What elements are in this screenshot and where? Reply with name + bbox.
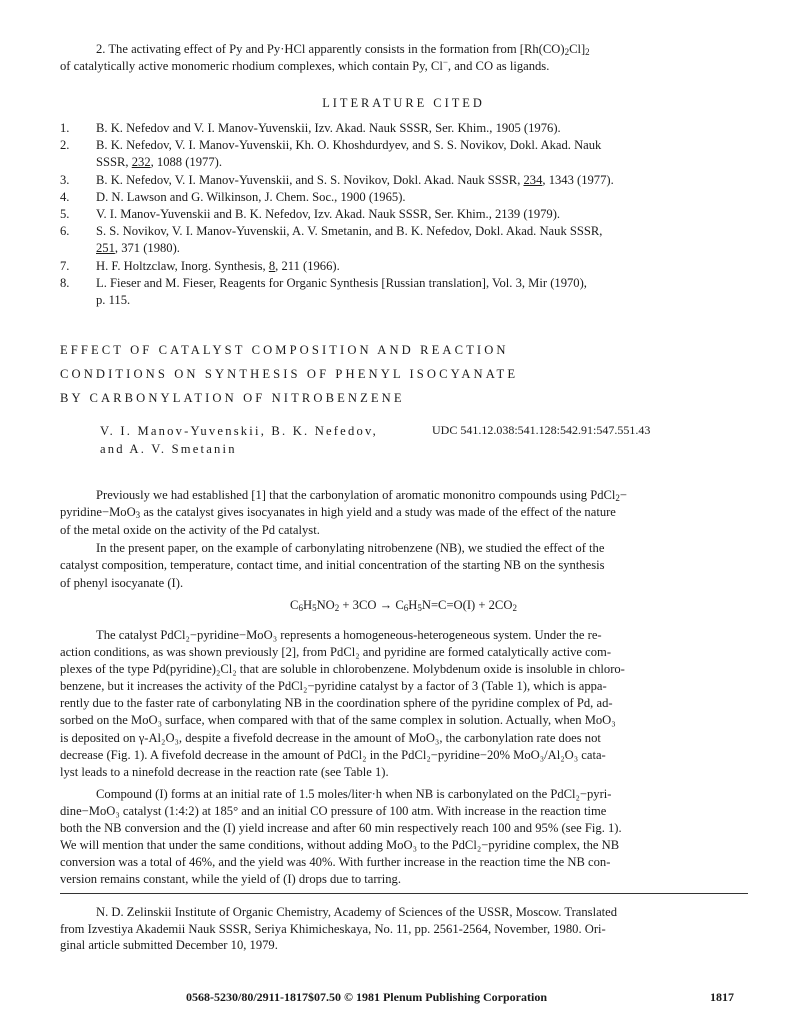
reference-item	[60, 223, 745, 257]
reference-item	[60, 137, 745, 171]
authors	[100, 422, 378, 458]
reference-list	[60, 120, 745, 309]
reaction-equation	[0, 598, 807, 613]
reference-item	[60, 258, 745, 275]
reference-text	[96, 172, 745, 189]
eq-sub: 5	[312, 603, 317, 613]
copyright-line: 0568-5230/80/2911-1817$07.50 © 1981 Plenum Publishing Corporation	[186, 990, 547, 1004]
intro-text-4: , and CO as ligands.	[447, 59, 550, 74]
reference-volume: 251	[96, 241, 115, 256]
reference-number: 3.	[60, 172, 70, 187]
paragraph-3	[60, 627, 748, 781]
paragraph-text: Previously we had established [1] that the carbonylation of aromatic mononitro compounds using PdCl	[96, 488, 616, 502]
reference-number: 7.	[60, 258, 70, 273]
paragraph-text: catalyst composition, temperature, contact time, and initial concentration of the starting NB on the synthesis	[60, 558, 605, 573]
reference-text: V. I. Manov-Yuvenskii and B. K. Nefedov, Izv. Akad. Nauk SSSR, Ser. Khim., 2139 (1979).	[96, 207, 561, 222]
paragraph-line: The catalyst PdCl₂−pyridine−MoO₃ represents a homogeneous-heterogeneous system. Under the re-	[96, 628, 602, 642]
paragraph-text: of phenyl isocyanate (I).	[60, 575, 184, 590]
paragraph-line: version remains constant, while the yield of (I) drops due to tarring.	[60, 872, 401, 887]
eq-part: H	[302, 598, 313, 612]
reference-item	[60, 275, 745, 309]
reference-text-part: B. K. Nefedov, V. I. Manov-Yuvenskii, and S. S. Novikov, Dokl. Akad. Nauk SSSR,	[96, 172, 524, 187]
intro-sub-1: 2	[564, 47, 570, 57]
paragraph-line: lyst leads to a ninefold decrease in the reaction rate (see Table 1).	[60, 764, 389, 779]
reference-text-part: , 371 (1980).	[114, 241, 180, 256]
paragraph-text: pyridine−MoO	[60, 505, 136, 520]
reference-volume: 232	[131, 155, 151, 170]
intro-text-3: of catalytically active monomeric rhodium complexes, which contain Py, Cl	[60, 59, 443, 74]
reference-text-part: , 1088 (1977).	[150, 155, 222, 170]
eq-sub: 6	[403, 603, 409, 613]
paragraph-line: Compound (I) forms at an initial rate of 1.5 moles/liter·h when NB is carbonylated on the PdCl₂−pyri-	[96, 787, 612, 801]
author-line-2: and A. V. Smetanin	[100, 442, 237, 456]
intro-text-2: Cl]	[569, 42, 586, 56]
reference-text-part: H. F. Holtzclaw, Inorg. Synthesis,	[96, 258, 269, 273]
affiliation-footnote	[60, 904, 748, 954]
reference-number: 1.	[60, 121, 70, 135]
paragraph-line: benzene, but it increases the activity of the PdCl₂−pyridine catalyst by a factor of 3 (Table 1), which is appa-	[60, 679, 607, 694]
eq-part: H	[408, 598, 418, 612]
article-title-line-3: BY CARBONYLATION OF NITROBENZENE	[60, 391, 405, 405]
reference-item	[60, 120, 745, 137]
reference-text: D. N. Lawson and G. Wilkinson, J. Chem. Soc., 1900 (1965).	[96, 189, 406, 204]
intro-sub-2: 2	[585, 47, 590, 57]
article-title-line-1: EFFECT OF CATALYST COMPOSITION AND REACTION	[60, 343, 509, 357]
paragraph-2	[60, 540, 748, 592]
eq-part: C	[290, 598, 299, 612]
affiliation-line: N. D. Zelinskii Institute of Organic Chemistry, Academy of Sciences of the USSR, Moscow. Translated	[96, 905, 618, 919]
reference-volume: 234	[523, 172, 543, 187]
udc-code: UDC 541.12.038:541.128:542.91:547.551.43	[432, 423, 651, 437]
paragraph-text: as the catalyst gives isocyanates in high yield and a study was made of the effect of the nature	[140, 505, 616, 520]
literature-heading: LITERATURE CITED	[322, 96, 485, 110]
paragraph-line: action conditions, as was shown previously [2], from PdCl₂ and pyridine are formed catalytically active com-	[60, 645, 612, 660]
paragraph-line: both the NB conversion and the (I) yield increase and after 60 min respectively reach 100 and 95% (see Fig. 1).	[60, 821, 622, 836]
reference-text-part: p. 115.	[96, 293, 131, 308]
article-title-line-2: CONDITIONS ON SYNTHESIS OF PHENYL ISOCYANATE	[60, 367, 519, 381]
reference-number: 8.	[60, 275, 70, 290]
eq-sub: 5	[417, 603, 422, 613]
reference-text	[96, 275, 745, 309]
author-line-1: V. I. Manov-Yuvenskii, B. K. Nefedov,	[100, 424, 378, 438]
paragraph-line: We will mention that under the same conditions, without adding MoO₃ to the PdCl₂−pyridine complex, the NB	[60, 838, 620, 853]
reference-item	[60, 189, 745, 206]
eq-sub: 6	[298, 603, 303, 613]
paragraph-text: of the metal oxide on the activity of the Pd catalyst.	[60, 522, 320, 537]
subscript: 3	[135, 510, 141, 521]
paragraph-4	[60, 786, 748, 889]
paragraph-1: Previously we had established [1] that the carbonylation of aromatic mononitro compounds using PdCl$_2$− pyridine−MoO$_3$ as the catalyst gives isocyanates in high yield and a study was made of the effect of the nature of the metal oxide on the activity of the Pd catalyst.	[60, 487, 748, 539]
reference-text	[96, 137, 745, 171]
paragraph-line: decrease (Fig. 1). A fivefold decrease in the amount of PdCl₂ in the PdCl₂−pyridine−20% MoO₃/Al₂O₃ cata-	[60, 747, 606, 762]
eq-part: + 3CO → C	[339, 598, 404, 612]
paragraph-line: plexes of the type Pd(pyridine)₂Cl₂ that are soluble in chlorobenzene. Molybdenum oxide is insoluble in chloro-	[60, 662, 625, 677]
affiliation-line: from Izvestiya Akademii Nauk SSSR, Seriya Khimicheskaya, No. 11, pp. 2561-2564, November, 1980. Ori-	[60, 921, 606, 936]
eq-sub: 2	[334, 603, 340, 613]
reference-volume: 8	[268, 258, 276, 273]
paragraph-line: dine−MoO₃ catalyst (1:4:2) at 185° and an initial CO pressure of 100 atm. With increase in the reaction time	[60, 804, 607, 819]
affiliation-line: ginal article submitted December 10, 1979.	[60, 938, 278, 953]
subscript: 2	[615, 493, 620, 503]
reference-text-part: SSSR,	[96, 155, 132, 170]
reference-text-part: L. Fieser and M. Fieser, Reagents for Organic Synthesis [Russian translation], Vol. 3, Mir (1970),	[96, 275, 587, 290]
eq-part: N=C=O(I) + 2CO	[421, 598, 513, 612]
reference-item	[60, 172, 745, 189]
reference-text	[96, 258, 745, 275]
intro-paragraph	[60, 41, 748, 76]
reference-text-part: , 211 (1966).	[275, 258, 340, 273]
page-number: 1817	[710, 990, 734, 1004]
reference-text-part: , 1343 (1977).	[542, 172, 614, 187]
reference-text-part: B. K. Nefedov, V. I. Manov-Yuvenskii, Kh. O. Khoshdurdyev, and S. S. Novikov, Dokl. Akad. Nauk	[96, 138, 602, 153]
paragraph-line: is deposited on γ-Al₂O₃, despite a fivefold decrease in the amount of MoO₃, the carbonylation rate does not	[60, 730, 601, 745]
reference-text-part: S. S. Novikov, V. I. Manov-Yuvenskii, A. V. Smetanin, and B. K. Nefedov, Dokl. Akad. Nauk SSSR,	[96, 224, 603, 239]
reference-number: 5.	[60, 207, 70, 222]
paragraph-line: conversion was a total of 46%, and the yield was 40%. With further increase in the reaction time the NB con-	[60, 855, 611, 870]
paragraph-line: sorbed on the MoO₃ surface, when compared with that of the same complex in solution. Actually, when MoO₃	[60, 713, 616, 728]
reference-number: 6.	[60, 224, 70, 239]
paragraph-line: rently due to the faster rate of carbonylating NB in the coordination sphere of the pyridine complex of Pd, ad-	[60, 696, 613, 711]
reference-number: 2.	[60, 138, 70, 153]
intro-sup: −	[442, 57, 448, 68]
reference-text: B. K. Nefedov and V. I. Manov-Yuvenskii, Izv. Akad. Nauk SSSR, Ser. Khim., 1905 (1976).	[96, 121, 561, 135]
paragraph-text: In the present paper, on the example of carbonylating nitrobenzene (NB), we studied the effect of the	[96, 541, 605, 555]
reference-item	[60, 206, 745, 223]
reference-text	[96, 223, 745, 257]
footnote-separator	[60, 893, 748, 894]
intro-text-1: 2. The activating effect of Py and Py·HCl apparently consists in the formation from [Rh(CO)	[96, 42, 565, 56]
eq-sub: 2	[512, 603, 517, 613]
eq-part: NO	[316, 598, 335, 612]
reference-number: 4.	[60, 189, 70, 204]
